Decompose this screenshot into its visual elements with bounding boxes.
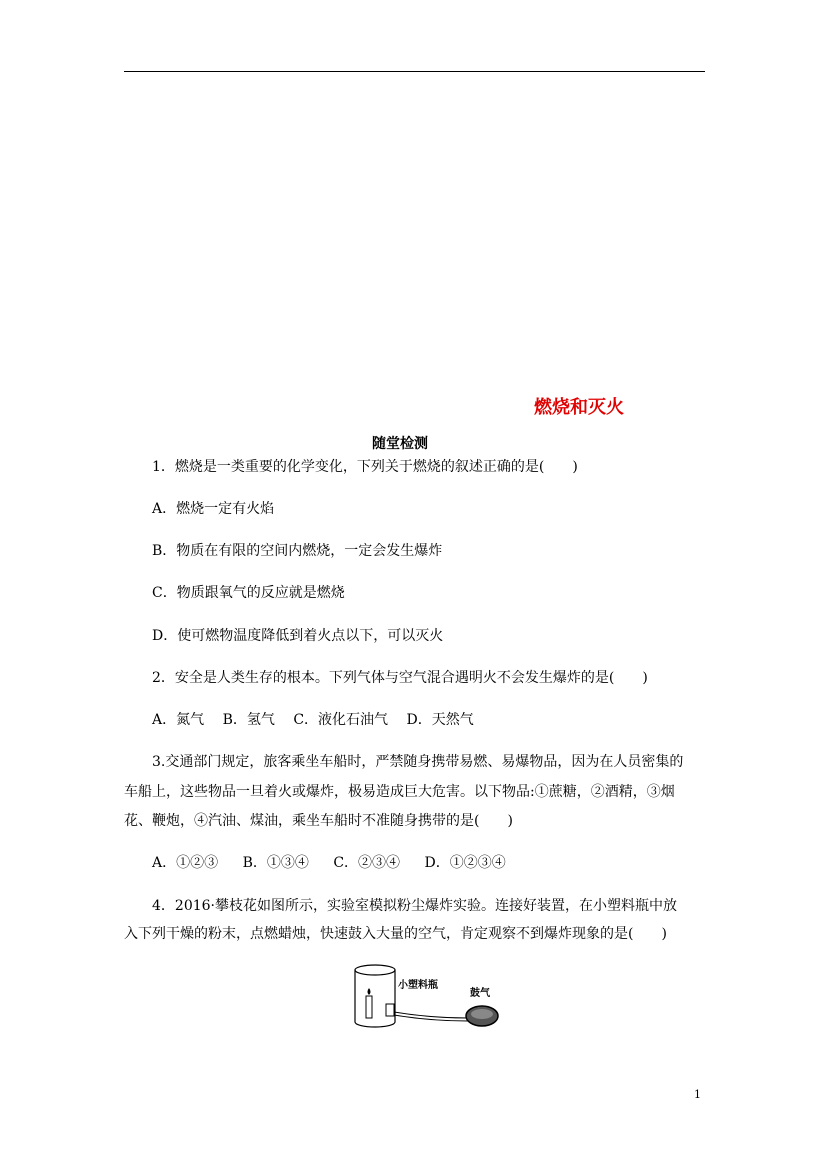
question-3-option-b: B．①③④ <box>242 855 309 871</box>
question-1-option-c: C．物质跟氧气的反应就是燃烧 <box>152 585 345 601</box>
question-2-option-c: C．液化石油气 <box>293 712 389 728</box>
question-2-stem: 2．安全是人类生存的根本。下列气体与空气混合遇明火不会发生爆炸的是( ) <box>152 670 648 686</box>
question-2-option-a: A．氮气 <box>152 712 205 728</box>
question-4-stem-line-1: 4．2016·攀枝花如图所示，实验室模拟粉尘爆炸实验。连接好装置，在小塑料瓶中放 <box>152 898 677 914</box>
question-3-option-d: D．①②③④ <box>424 855 506 871</box>
candle-icon <box>366 996 372 1018</box>
question-3-stem-line-2: 车船上，这些物品一旦着火或爆炸，极易造成巨大危害。以下物品:①蔗糖，②酒精，③烟 <box>124 784 675 800</box>
header-rule <box>124 71 705 72</box>
question-3-stem-line-1: 3.交通部门规定，旅客乘坐车船时，严禁随身携带易燃、易爆物品，因为在人员密集的 <box>152 754 684 770</box>
dust-explosion-apparatus-figure <box>350 960 510 1032</box>
question-2-options <box>152 710 488 730</box>
label-plastic-bottle: 小塑料瓶 <box>398 980 438 991</box>
label-blow-air: 鼓气 <box>470 988 490 999</box>
question-1-option-d: D．使可燃物温度降低到着火点以下，可以灭火 <box>152 628 444 644</box>
container-lid <box>355 965 395 975</box>
question-3-option-c: C．②③④ <box>333 855 401 871</box>
question-2-option-d: D．天然气 <box>406 712 474 728</box>
question-3-option-a: A．①②③ <box>152 855 219 871</box>
question-2-option-b: B．氢气 <box>222 712 275 728</box>
plastic-bottle <box>386 1004 394 1016</box>
flame-icon <box>368 988 371 995</box>
question-1-option-a: A．燃烧一定有火焰 <box>152 501 275 517</box>
question-4-stem-line-2: 入下列干燥的粉末，点燃蜡烛，快速鼓入大量的空气，肯定观察不到爆炸现象的是( ) <box>124 926 667 942</box>
page-title: 燃烧和灭火 <box>534 397 624 418</box>
question-1-stem: 1．燃烧是一类重要的化学变化，下列关于燃烧的叙述正确的是( ) <box>152 459 578 475</box>
page-number: 1 <box>694 1088 701 1101</box>
section-heading: 随堂检测 <box>372 436 428 452</box>
container-base <box>355 1022 395 1027</box>
question-3-options <box>152 853 520 873</box>
question-1-option-b: B．物质在有限的空间内燃烧，一定会发生爆炸 <box>152 543 443 559</box>
question-3-stem-line-3: 花、鞭炮，④汽油、煤油，乘坐车船时不准随身携带的是( ) <box>124 813 513 829</box>
